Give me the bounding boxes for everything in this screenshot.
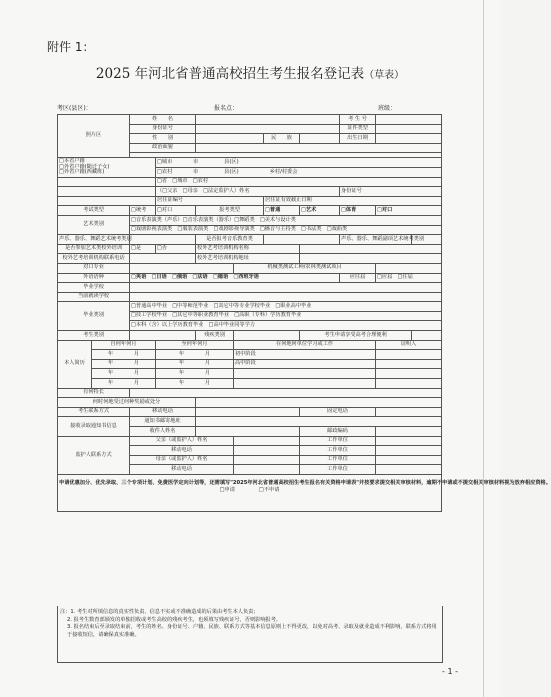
reg-type-label: 报考类型 <box>196 206 264 216</box>
table-row <box>58 331 442 341</box>
resume-label: 本人简历 <box>58 340 92 388</box>
table-row <box>58 158 442 168</box>
father-mobile-field[interactable] <box>234 446 300 456</box>
table-row <box>58 206 442 216</box>
guardian-line[interactable]: （□父亲 □母亲 □法定监护人）姓名 <box>156 187 340 197</box>
award-label: 何时何地受过何种奖励或处分 <box>58 398 196 408</box>
to-header: 至何年何月 <box>156 340 234 350</box>
mother-mobile-field[interactable] <box>234 465 300 475</box>
award-field[interactable] <box>196 398 442 408</box>
registration-table <box>57 114 551 512</box>
grad-type-label: 毕业类别 <box>58 302 130 331</box>
art-line-1[interactable]: □音乐表演类（声乐）□音乐表演类（器乐）□舞蹈类 □美术与设计类 <box>130 215 442 225</box>
exam-opt-duikou[interactable]: □对口 <box>156 206 196 216</box>
school-name-label: 校外艺考培训机构名称 <box>196 244 300 254</box>
resume-witness-4[interactable] <box>376 379 442 389</box>
voice-label: 声乐、器乐、舞蹈艺术统考类别 <box>58 235 130 245</box>
form-title <box>0 62 500 82</box>
recipient-label: 收件人姓名 <box>130 427 196 437</box>
table-row <box>58 388 442 398</box>
school-contact-field[interactable] <box>130 254 196 264</box>
note-2: 2. 报考生数育部颁发的单独招收或考生高校的残疾考生，也须填写残疾证号，否则影响报考。 <box>67 616 282 623</box>
special-field[interactable] <box>412 331 442 341</box>
gender-label: 性 别 <box>130 134 196 144</box>
should-exam-label: 应往届 <box>340 273 376 283</box>
resume-from-4[interactable]: 年 月 <box>92 379 156 389</box>
note-3: 3. 报名结束后至录取结束前，考生的姓名、身份证号、户籍、民族、联系方式等基本信息原则上不得更改，以免对高考、录取及就业造成不利影响，联系方式将用于接收短信，请确保真实准确。 <box>67 624 437 638</box>
duikou-field[interactable] <box>130 263 234 273</box>
table-row <box>58 263 442 273</box>
exam-type-label: 考试类型 <box>58 206 130 216</box>
kaosheng-type-field[interactable] <box>130 331 196 341</box>
recipient-field[interactable] <box>196 427 300 437</box>
exam-no-label: 考 生 号 <box>340 115 376 125</box>
reg-opt-sport[interactable]: □体育 <box>340 206 376 216</box>
music-edu-label: 是否报考音乐教育类 <box>196 235 264 245</box>
mother-name-label: 母亲（或监护人）姓名 <box>130 455 234 465</box>
resume-witness-3[interactable] <box>376 369 442 379</box>
table-row <box>58 407 442 417</box>
residence-label: 居住证编号 <box>156 196 264 206</box>
table-row <box>58 359 442 369</box>
table-row <box>58 379 442 389</box>
father-name-field[interactable] <box>234 436 300 446</box>
father-work-field-2[interactable] <box>376 446 442 456</box>
village-line[interactable]: □农村 市 县(区) 乡村/村委会 <box>156 167 442 177</box>
apply-block <box>58 474 551 511</box>
exam-no-field[interactable] <box>376 115 442 125</box>
attachment-label: 附件 1： <box>47 40 95 54</box>
voice2-label: 声乐、器乐、舞蹈副项艺术统考类别 <box>340 235 412 245</box>
mother-name-field[interactable] <box>234 455 300 465</box>
huji-local[interactable]: □本省户籍 <box>59 158 85 165</box>
reg-opt-art[interactable]: □艺术 <box>300 206 340 216</box>
special-label: 考生申请享受高考合理便利 <box>300 331 412 341</box>
art-school-label: 是否参加艺术类校外培训 <box>58 244 130 254</box>
postcode-field[interactable] <box>376 427 442 437</box>
mother-work-label-2: 工作单位 <box>300 465 376 475</box>
mech-test-label: 机械类测试工种/农林类测试项目 <box>234 263 376 273</box>
resume-from-2[interactable]: 年 月 <box>92 359 156 369</box>
note-1: 注：1. 考生对所填信息的真实性负责，信息不实或不准确造成的后果由考生本人负责； <box>60 609 259 615</box>
school-name-field[interactable] <box>300 244 442 254</box>
mail-title-label: 接收录取通知书信息 <box>58 417 130 436</box>
grad-school-label: 毕业学校 <box>58 283 130 293</box>
mother-work-label: 工作单位 <box>300 455 376 465</box>
table-row <box>58 196 442 206</box>
huji-migrant[interactable]: □外省户籍(随迁子女) <box>59 163 110 170</box>
mech-test-field[interactable] <box>376 263 442 273</box>
mobile-field[interactable] <box>196 407 300 417</box>
exam-opt-tongkao[interactable]: □统考 <box>130 206 156 216</box>
table-row <box>58 350 442 360</box>
father-work-label-2: 工作单位 <box>300 446 376 456</box>
apply-text: 申请优惠加分、优先录取、三个专项计划、免费医学定向计划等，还需填写"2025年河北省普通高校招生考生报名有关资格申请表"并按要求提交相关审核材料，逾期不申请或不提交相关审核材料视为放弃相应资格。 <box>59 479 551 486</box>
grad-line-3[interactable]: □本科（含）以上学历教育毕业 □高中毕业同等学力 <box>130 321 442 331</box>
name-label: 姓 名 <box>130 115 196 125</box>
resume-where-senior[interactable]: 高中阶段 <box>234 359 376 369</box>
disability-label: 残疾类别 <box>196 331 234 341</box>
resume-where-4[interactable] <box>234 379 376 389</box>
grad-line-2[interactable]: □技工学校毕业 □其它中等职业教育毕业 □高职（专科）学历教育毕业 <box>130 311 442 321</box>
table-row <box>58 436 442 446</box>
page-number: - 1 - <box>442 667 458 676</box>
art-line-2[interactable]: □戏剧影视表演类 □服装表演类 □戏剧影视导演类 □播音与主持类 □书法类 □戏曲类 <box>130 225 442 235</box>
birth-field[interactable] <box>376 134 442 144</box>
specialty-label: 有何特长 <box>58 388 130 398</box>
disability-field[interactable] <box>234 331 300 341</box>
table-row <box>58 398 442 408</box>
table-row <box>58 187 442 197</box>
resume-from-3[interactable]: 年 月 <box>92 369 156 379</box>
duikou-label: 对口专业 <box>58 263 130 273</box>
table-row <box>58 369 442 379</box>
hukou-type-line[interactable]: □省 □城市 □农村 <box>156 177 442 187</box>
ethnic-field[interactable] <box>300 134 340 144</box>
art-school-yes[interactable]: □是 <box>130 244 156 254</box>
resume-to-2[interactable]: 年 月 <box>156 359 234 369</box>
resume-to-4[interactable]: 年 月 <box>156 379 234 389</box>
father-mobile-label: 移动电话 <box>130 446 234 456</box>
father-name-label: 父亲（或监护人）姓名 <box>130 436 234 446</box>
residence-valid-label: 居住证有效截止日期 <box>264 196 442 206</box>
postcode-label: 邮政编码 <box>300 427 376 437</box>
site-label: 报名点： <box>214 105 239 112</box>
table-row <box>58 417 442 427</box>
huji-tibet[interactable]: □外省户籍(西藏班) <box>59 169 105 176</box>
reg-opt-duikou[interactable]: □对口 <box>376 206 442 216</box>
art-type-label: 艺术类别 <box>58 215 130 234</box>
table-row <box>58 340 442 350</box>
photo-area[interactable]: 照片区 <box>58 115 130 158</box>
county-label: 考区(县区)： <box>57 105 92 112</box>
gender-field[interactable] <box>196 134 264 144</box>
voice-field[interactable] <box>130 235 196 245</box>
guardian-id-label: 身份证号 <box>340 187 442 197</box>
politics-field[interactable] <box>196 143 442 153</box>
table-row <box>58 302 442 312</box>
resume-to-3[interactable]: 年 月 <box>156 369 234 379</box>
table-row <box>58 292 442 302</box>
resume-witness-2[interactable] <box>376 359 442 369</box>
city-line[interactable]: □城市 市 县(区) <box>156 158 442 168</box>
art-school-no[interactable]: □否 <box>156 244 196 254</box>
music-edu-field[interactable] <box>264 235 340 245</box>
mail-address-label: 通知书邮寄地址 <box>130 417 196 427</box>
table-row <box>58 177 442 187</box>
resume-to-1[interactable]: 年 月 <box>156 350 234 360</box>
resume-where-junior[interactable]: 初中阶段 <box>234 350 376 360</box>
mother-work-field[interactable] <box>376 455 442 465</box>
should-exam-options[interactable]: □应届 □往届 <box>376 273 442 283</box>
table-row <box>58 215 442 225</box>
lang-options[interactable]: □英语 □日语 □俄语 □法语 □德语 □西班牙语 <box>130 273 340 283</box>
current-school-label: 当前就读学校 <box>58 292 130 302</box>
ethnic-label: 民 族 <box>264 134 300 144</box>
resume-where-3[interactable] <box>234 369 376 379</box>
huji-options[interactable] <box>58 158 156 177</box>
mother-work-field-2[interactable] <box>376 465 442 475</box>
current-school-field[interactable] <box>130 292 442 302</box>
school-contact-label: 校外艺考培训机构联系电话 <box>58 254 130 264</box>
grad-line-1[interactable]: □普通高中毕业 □中等师范毕业 □其它中等专业学校毕业 □职业高中毕业 <box>130 302 442 312</box>
cert-type-field[interactable] <box>376 124 442 134</box>
table-row <box>58 235 442 245</box>
table-row <box>58 244 442 254</box>
table-row <box>58 283 442 293</box>
class-label: 班级： <box>378 105 397 112</box>
page-edge <box>483 0 484 697</box>
apply-yes-option[interactable]: □申请 <box>219 487 235 494</box>
reg-opt-normal[interactable]: □普通 <box>264 206 300 216</box>
birth-label: 出生日期 <box>340 134 376 144</box>
parent-info-label: 监护人联系方式 <box>58 436 130 474</box>
fixed-phone-field[interactable] <box>376 407 442 417</box>
id-label: 身份证号 <box>130 124 196 134</box>
table-row <box>58 254 442 264</box>
grad-school-field[interactable] <box>130 283 442 293</box>
contact-label: 考生联系方式 <box>58 407 130 417</box>
table-row <box>58 273 442 283</box>
mobile-label: 移动电话 <box>130 407 196 417</box>
where-header: 在何地何单位学习或工作 <box>234 340 376 350</box>
school-address-field[interactable] <box>300 254 442 264</box>
table-row <box>58 474 442 511</box>
resume-from-1[interactable]: 年 月 <box>92 350 156 360</box>
politics-label: 政治面貌 <box>130 143 196 153</box>
id-field[interactable] <box>196 124 340 134</box>
cert-type-label: 证件类型 <box>340 124 376 134</box>
kaosheng-type-label: 考生类别 <box>58 331 130 341</box>
foreign-lang-label: 外语语种 <box>58 273 130 283</box>
specialty-field[interactable] <box>130 388 442 398</box>
title-suffix: （草表） <box>364 70 405 81</box>
spacer-cell <box>58 177 156 187</box>
witness-header: 证明人 <box>376 340 442 350</box>
father-work-label: 工作单位 <box>300 436 376 446</box>
school-address-label: 校外艺考培训机构地址 <box>196 254 300 264</box>
resume-witness-1[interactable] <box>376 350 442 360</box>
apply-no-option[interactable]: □不申请 <box>258 487 280 494</box>
title-text: 2025 年河北省普通高校招生考生报名登记表 <box>95 66 365 82</box>
table-row <box>58 115 442 125</box>
from-header: 自何年何月 <box>92 340 156 350</box>
name-field[interactable] <box>196 115 340 125</box>
mother-mobile-label: 移动电话 <box>130 465 234 475</box>
notes <box>60 609 440 639</box>
spacer-cell <box>58 187 156 197</box>
father-work-field[interactable] <box>376 436 442 446</box>
notes-box <box>57 606 443 663</box>
apply-options <box>59 488 440 493</box>
fixed-phone-label: 固定电话 <box>300 407 376 417</box>
mail-address-field[interactable] <box>196 417 442 427</box>
spacer-cell <box>58 196 156 206</box>
